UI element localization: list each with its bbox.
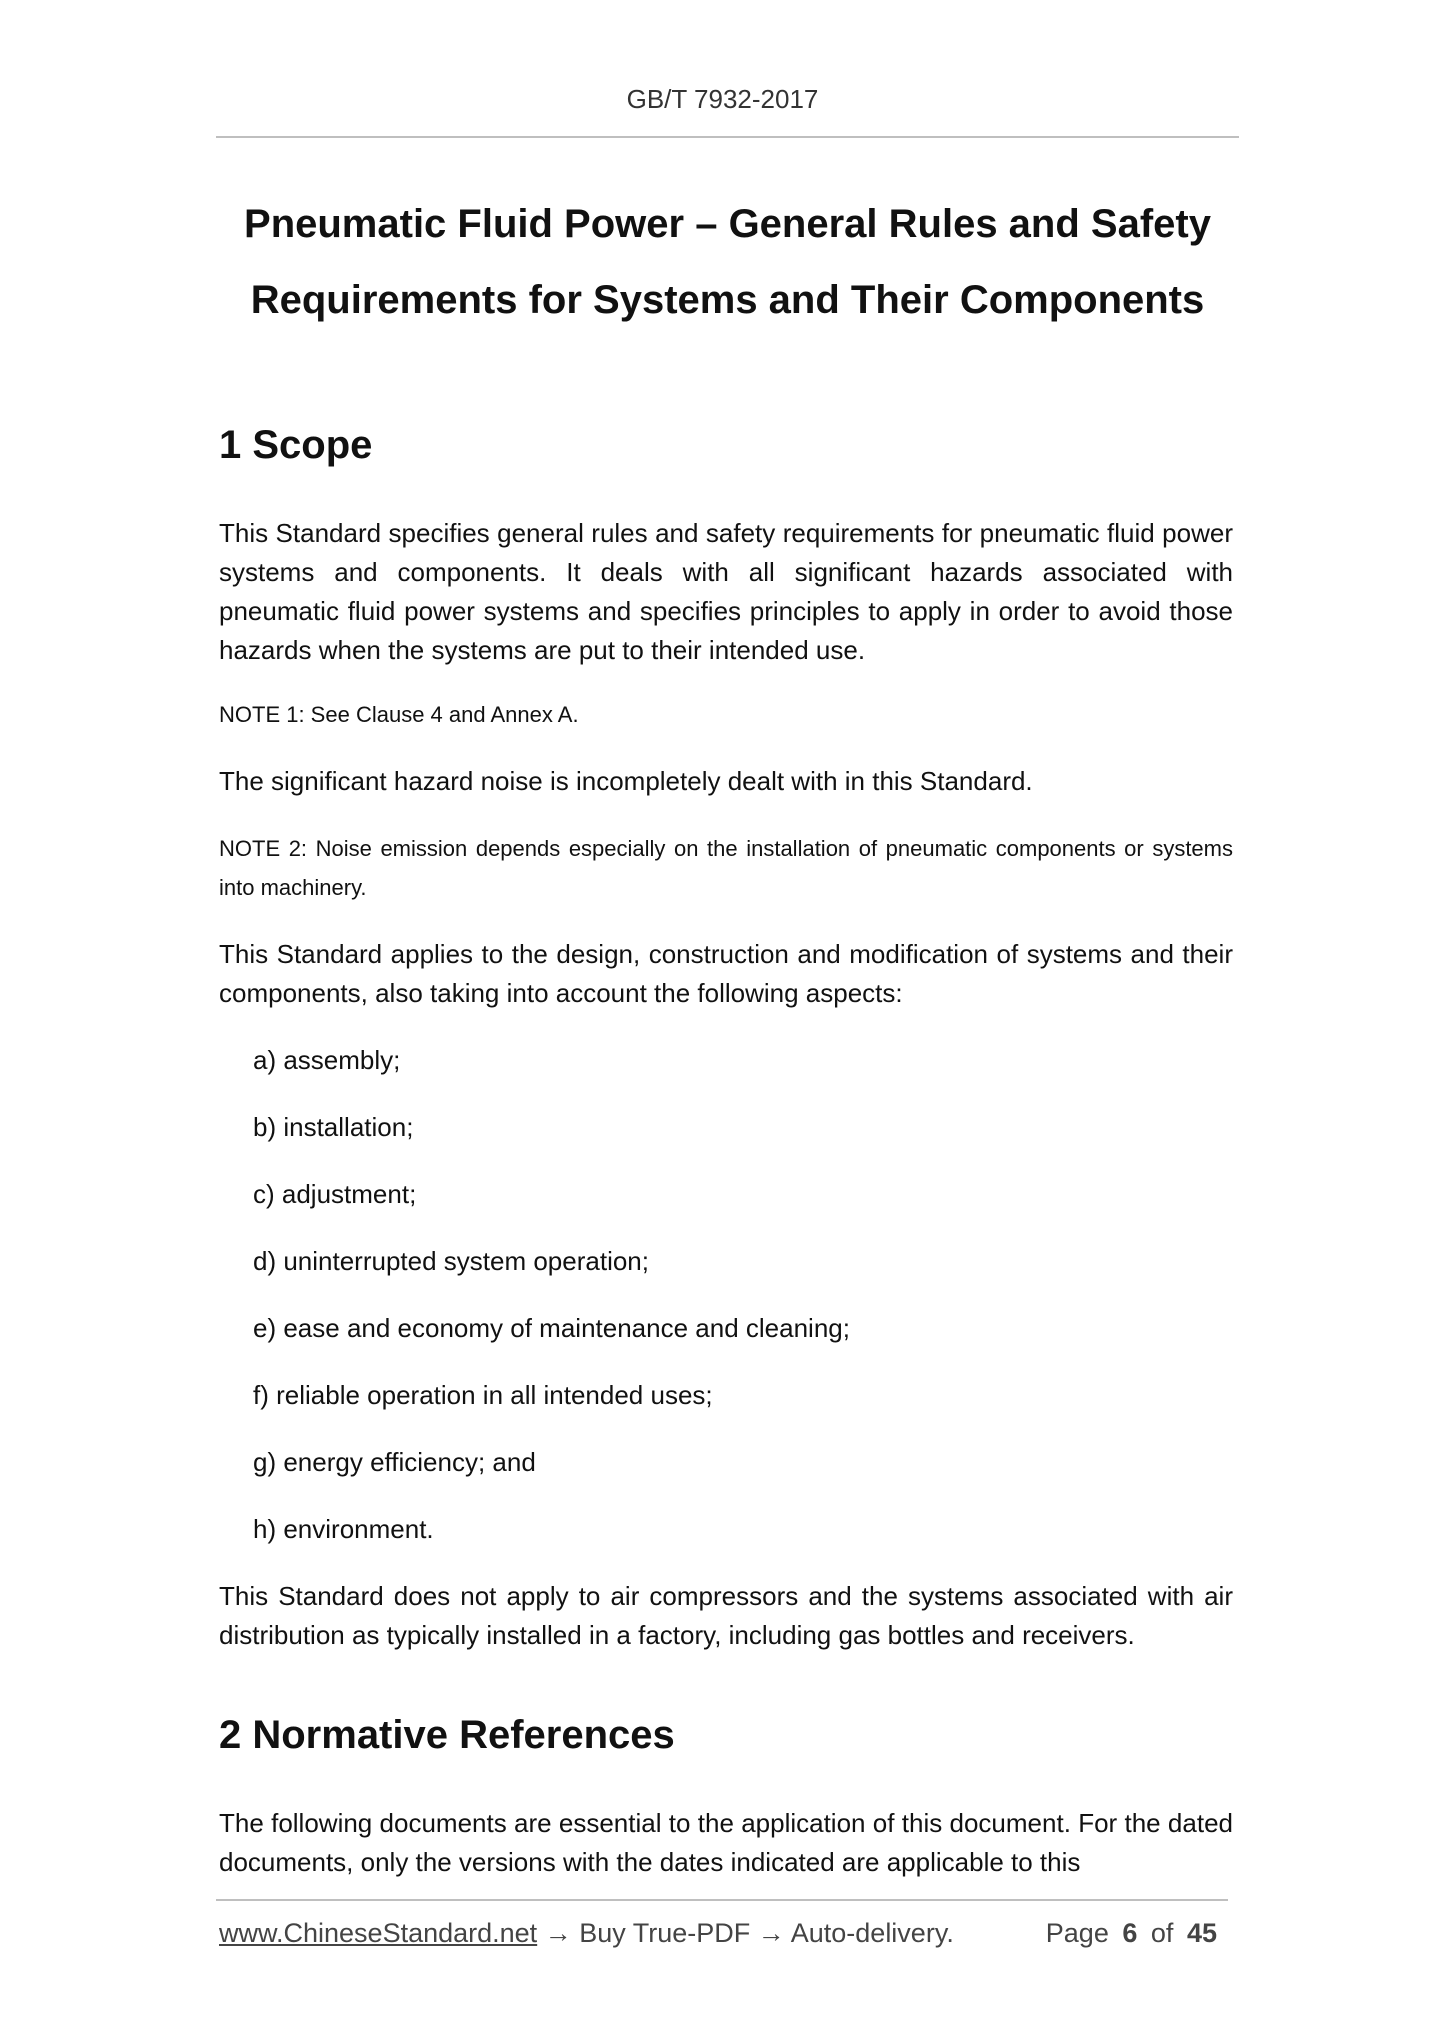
title-line-1: Pneumatic Fluid Power – General Rules and Safety bbox=[244, 202, 1211, 246]
page-indicator bbox=[1046, 1918, 1223, 1949]
document-code: GB/T 7932-2017 bbox=[626, 84, 819, 114]
scope-paragraph-4: This Standard does not apply to air compressors and the systems associated with air distribution as typically installed in a factory, including gas bottles and receivers. bbox=[219, 1581, 1233, 1650]
section-2-heading: 2 Normative References bbox=[219, 1713, 675, 1757]
footer-promo-text: → Buy True-PDF → Auto-delivery. bbox=[537, 1918, 954, 1948]
list-item: e) ease and economy of maintenance and cleaning; bbox=[253, 1313, 850, 1343]
list-item: c) adjustment; bbox=[253, 1179, 417, 1209]
scope-paragraph-2: The significant hazard noise is incompletely dealt with in this Standard. bbox=[219, 766, 1033, 796]
list-item: a) assembly; bbox=[253, 1045, 401, 1075]
page-current: 6 bbox=[1122, 1918, 1138, 1948]
scope-paragraph-1: This Standard specifies general rules and safety requirements for pneumatic fluid power systems and components. It deals with all significant hazards associated with pneumatic fluid power systems and specifies principles to apply in order to avoid those hazards when the systems are put to their intended use. bbox=[219, 518, 1233, 665]
title-line-2: Requirements for Systems and Their Components bbox=[250, 278, 1205, 322]
list-item: g) energy efficiency; and bbox=[253, 1447, 536, 1477]
document-title bbox=[216, 186, 1239, 338]
list-item: h) environment. bbox=[253, 1514, 434, 1544]
page-label: Page bbox=[1045, 1918, 1109, 1948]
header-divider bbox=[216, 136, 1239, 138]
website-link[interactable]: www.ChineseStandard.net bbox=[219, 1918, 538, 1948]
scope-note-2: NOTE 2: Noise emission depends especially on the installation of pneumatic components or systems into machinery. bbox=[219, 836, 1233, 900]
page-footer bbox=[219, 1918, 1231, 1949]
page-total: 45 bbox=[1186, 1918, 1217, 1948]
scope-note-1: NOTE 1: See Clause 4 and Annex A. bbox=[219, 702, 579, 727]
footer-divider bbox=[216, 1899, 1228, 1901]
references-paragraph-1: The following documents are essential to the application of this document. For the dated documents, only the versions with the dates indicated are applicable to this bbox=[219, 1808, 1233, 1877]
of-label: of bbox=[1150, 1918, 1174, 1948]
section-1-heading: 1 Scope bbox=[219, 423, 373, 467]
list-item: f) reliable operation in all intended uses; bbox=[253, 1380, 713, 1410]
list-item: d) uninterrupted system operation; bbox=[253, 1246, 649, 1276]
list-item: b) installation; bbox=[253, 1112, 414, 1142]
scope-paragraph-3: This Standard applies to the design, construction and modification of systems and their components, also taking into account the following aspects: bbox=[219, 939, 1233, 1008]
